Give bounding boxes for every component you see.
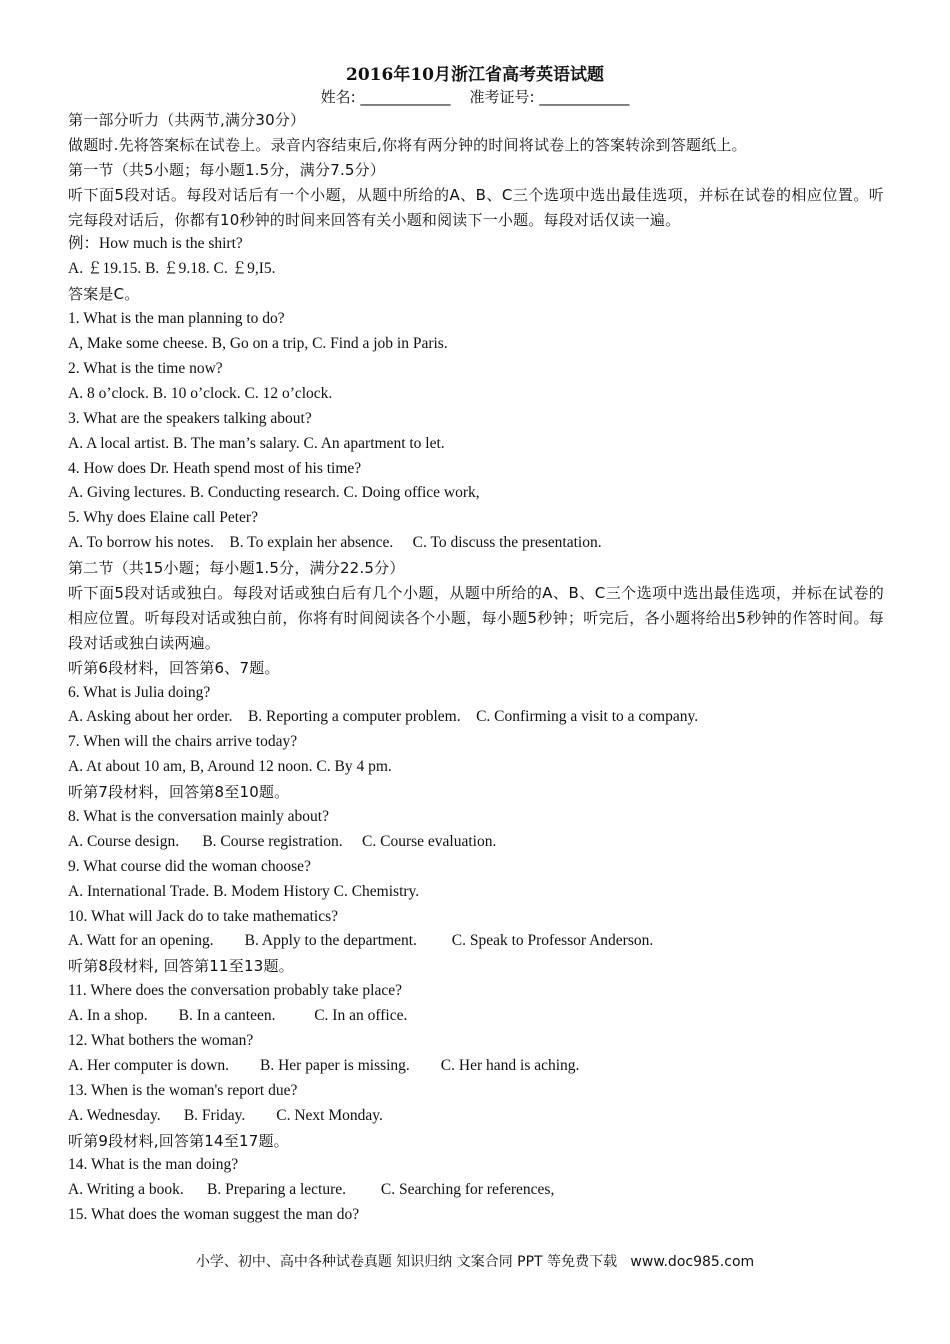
question-item: 3. What are the speakers talking about? [68, 409, 312, 427]
question-item: 6. What is Julia doing? [68, 683, 211, 701]
question-item: 15. What does the woman suggest the man do? [68, 1206, 360, 1224]
name-and-exam-number-row: 姓名: ____________ 准考证号: ____________ [320, 88, 630, 106]
answer-options: A. Watt for an opening. B. Apply to the department. C. Speak to Professor Anderson. [68, 932, 654, 950]
section-heading: 听第9段材料,回答第14至17题。 [68, 1131, 289, 1150]
answer-options: A. In a shop. B. In a canteen. C. In an office. [68, 1007, 408, 1025]
section-heading: 第一节（共5小题；每小题1.5分，满分7.5分） [68, 160, 386, 179]
answer-options: A. International Trade. B. Modem History C. Chemistry. [68, 882, 420, 900]
section-heading: 听第7段材料，回答第8至10题。 [68, 783, 290, 802]
question-item: 13. When is the woman's report due? [68, 1081, 298, 1099]
section-heading: 做题时.先将答案标在试卷上。录音内容结束后,你将有两分钟的时间将试卷上的答案转涂到答题纸上。 [68, 135, 747, 154]
answer-options: A, Make some cheese. B, Go on a trip, C. Find a job in Paris. [68, 335, 448, 353]
question-item: 12. What bothers the woman? [68, 1032, 254, 1050]
section-heading: 听第6段材料，回答第6、7题。 [68, 658, 280, 677]
question-item: 9. What course did the woman choose? [68, 857, 311, 875]
answer-options: A. Asking about her order. B. Reporting a computer problem. C. Confirming a visit to a company. [68, 708, 699, 726]
question-item: 5. Why does Elaine call Peter? [68, 509, 258, 527]
section-heading: 答案是C。 [68, 285, 140, 304]
section-heading: 第二节（共15小题；每小题1.5分，满分22.5分） [68, 559, 405, 578]
answer-options: A. A local artist. B. The man’s salary. C. An apartment to let. [68, 434, 445, 452]
section-heading: 第一部分听力（共两节,满分30分） [68, 111, 306, 129]
page-footer: 小学、初中、高中各种试卷真题 知识归纳 文案合同 PPT 等免费下载 www.doc985.com [195, 1254, 755, 1270]
question-item: 4. How does Dr. Heath spend most of his time? [68, 459, 362, 477]
answer-options: A. Wednesday. B. Friday. C. Next Monday. [68, 1106, 383, 1124]
instruction-paragraph: 听下面5段对话或独白。每段对话或独白后有几个小题，从题中所给的A、B、C三个选项中选出最佳选项，并标在试卷的相应位置。听每段对话或独白前，你将有时间阅读各个小题，每小题5秒钟；听完后，各小题将给出5秒钟的作答时间。每段对话或独白读两遍。 [68, 583, 884, 652]
answer-options: A. ￡19.15. B. ￡9.18. C. ￡9,I5. [68, 260, 276, 278]
question-item: 7. When will the chairs arrive today? [68, 733, 298, 751]
answer-options: A. To borrow his notes. B. To explain her absence. C. To discuss the presentation. [68, 534, 602, 552]
section-heading: 听第8段材料, 回答第11至13题。 [68, 957, 294, 976]
answer-options: A. Giving lectures. B. Conducting research. C. Doing office work, [68, 484, 480, 502]
question-item: 10. What will Jack do to take mathematics? [68, 907, 339, 925]
text-line: 例：How much is the shirt? [68, 235, 243, 253]
answer-options: A. Course design. B. Course registration. C. Course evaluation. [68, 832, 497, 850]
question-item: 14. What is the man doing? [68, 1156, 239, 1174]
answer-options: A. At about 10 am, B, Around 12 noon. C. By 4 pm. [68, 758, 392, 776]
answer-options: A. 8 o’clock. B. 10 o’clock. C. 12 o’clock. [68, 384, 333, 402]
instruction-paragraph: 听下面5段对话。每段对话后有一个小题，从题中所给的A、B、C三个选项中选出最佳选项，并标在试卷的相应位置。听完每段对话后，你都有10秒钟的时间来回答有关小题和阅读下一小题。每段对话仅读一遍。 [68, 185, 884, 229]
question-item: 11. Where does the conversation probably take place? [68, 982, 402, 1000]
answer-options: A. Her computer is down. B. Her paper is missing. C. Her hand is aching. [68, 1056, 580, 1074]
exam-content [68, 108, 884, 1228]
question-item: 2. What is the time now? [68, 359, 223, 377]
page-title: 2016年10月浙江省高考英语试题 [346, 65, 604, 85]
answer-options: A. Writing a book. B. Preparing a lecture. C. Searching for references, [68, 1181, 555, 1199]
question-item: 8. What is the conversation mainly about? [68, 808, 329, 826]
question-item: 1. What is the man planning to do? [68, 310, 285, 328]
